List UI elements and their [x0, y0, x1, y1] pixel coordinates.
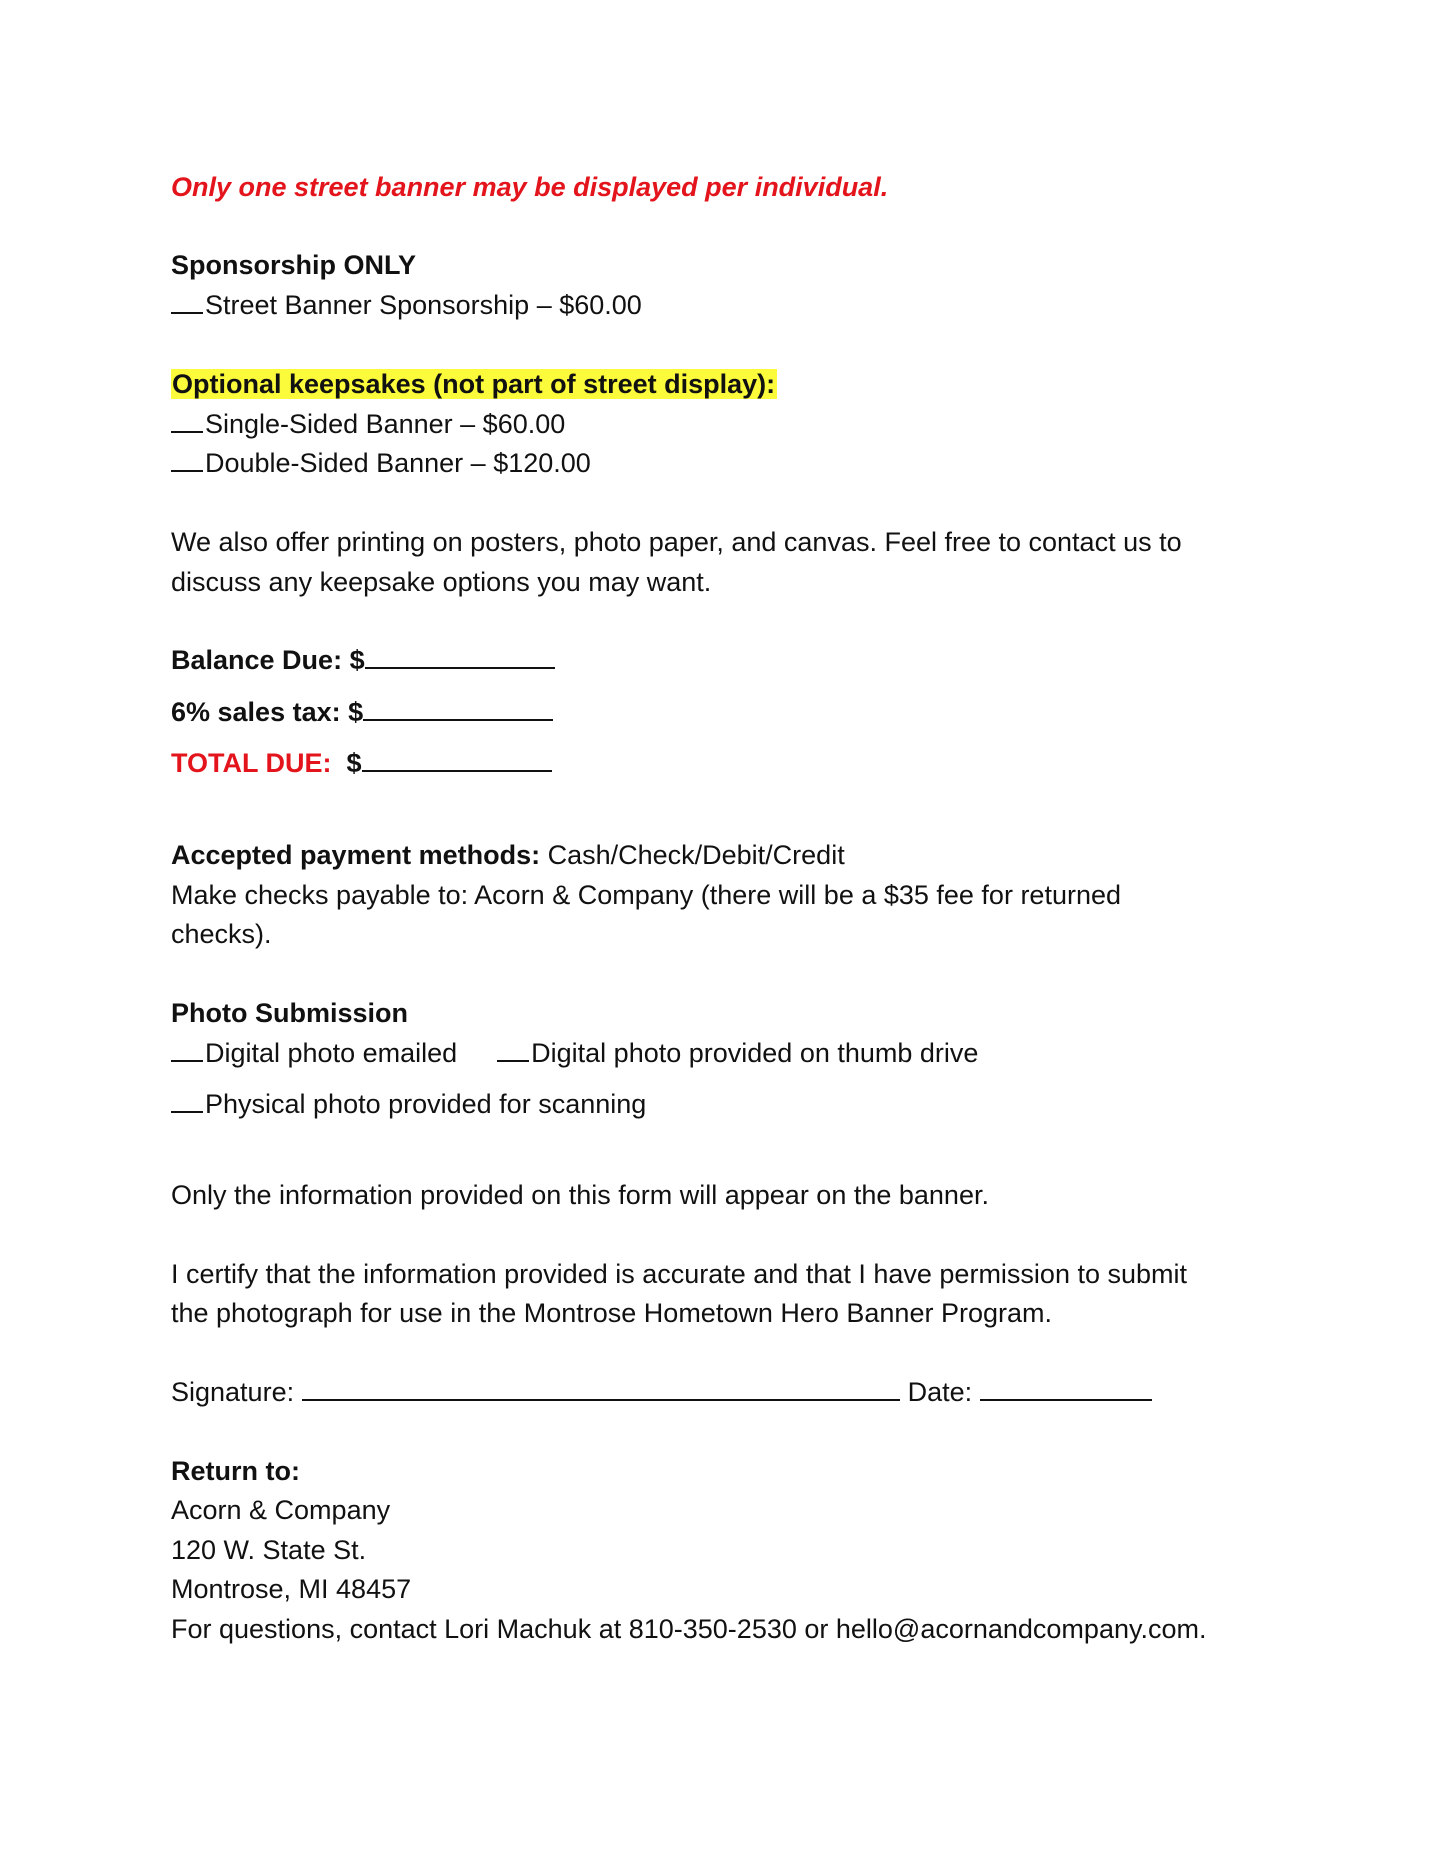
- return-name: Acorn & Company: [171, 1495, 391, 1525]
- checkbox-blank[interactable]: [171, 1036, 203, 1062]
- sales-tax-field[interactable]: [363, 695, 553, 721]
- payment-methods-label: Accepted payment methods:: [171, 840, 541, 870]
- photo-option-physical[interactable]: [171, 1084, 646, 1124]
- option-label: Physical photo provided for scanning: [205, 1089, 647, 1119]
- total-due-label: TOTAL DUE:: [171, 748, 332, 778]
- option-label: Double-Sided Banner – $120.00: [205, 448, 591, 478]
- date-field[interactable]: [980, 1375, 1152, 1401]
- return-street: 120 W. State St.: [171, 1535, 367, 1565]
- option-label: Single-Sided Banner – $60.00: [205, 409, 566, 439]
- photo-option-emailed[interactable]: [171, 1038, 457, 1068]
- certify-line2: the photograph for use in the Montrose Hometown Hero Banner Program.: [171, 1298, 1052, 1328]
- photo-submission-heading: Photo Submission: [171, 998, 409, 1028]
- signature-label: Signature:: [171, 1377, 295, 1407]
- sales-tax-row: [171, 692, 553, 732]
- date-label: Date:: [907, 1377, 973, 1407]
- contact-info: For questions, contact Lori Machuk at 810-350-2530 or hello@acornandcompany.com.: [171, 1614, 1207, 1644]
- checkbox-blank[interactable]: [171, 1087, 203, 1113]
- keepsake-option-single[interactable]: [171, 404, 565, 444]
- balance-due-field[interactable]: [365, 643, 555, 669]
- highlighted-heading: Optional keepsakes (not part of street display):: [172, 369, 776, 399]
- sales-tax-label: 6% sales tax:: [171, 697, 341, 727]
- sponsorship-heading: Sponsorship ONLY: [171, 250, 417, 280]
- currency-symbol: $: [346, 748, 362, 778]
- return-city: Montrose, MI 48457: [171, 1574, 412, 1604]
- total-due-row: [171, 743, 552, 783]
- printing-note-line2: discuss any keepsake options you may want.: [171, 567, 712, 597]
- certify-line1: I certify that the information provided is accurate and that I have permission to submit: [171, 1259, 1188, 1289]
- currency-symbol: $: [348, 697, 364, 727]
- checkbox-blank[interactable]: [497, 1036, 529, 1062]
- checkbox-blank[interactable]: [171, 288, 203, 314]
- checks-line1: Make checks payable to: Acorn & Company (there will be a $35 fee for returned: [171, 880, 1122, 910]
- keepsake-option-double[interactable]: [171, 443, 591, 483]
- info-note: Only the information provided on this form will appear on the banner.: [171, 1180, 989, 1210]
- payment-methods-value: Cash/Check/Debit/Credit: [540, 840, 845, 870]
- printing-note-line1: We also offer printing on posters, photo paper, and canvas. Feel free to contact us to: [171, 527, 1182, 557]
- balance-due-label: Balance Due:: [171, 645, 343, 675]
- total-due-field[interactable]: [362, 746, 552, 772]
- currency-symbol: $: [349, 645, 365, 675]
- option-label: Street Banner Sponsorship – $60.00: [205, 290, 642, 320]
- photo-options-row: [171, 1033, 978, 1073]
- return-to-heading: Return to:: [171, 1456, 300, 1486]
- checks-line2: checks).: [171, 919, 272, 949]
- sponsorship-option[interactable]: [171, 285, 642, 325]
- option-label: Digital photo emailed: [205, 1038, 458, 1068]
- checkbox-blank[interactable]: [171, 446, 203, 472]
- photo-option-thumb-drive[interactable]: [497, 1038, 978, 1068]
- option-label: Digital photo provided on thumb drive: [531, 1038, 979, 1068]
- signature-row: [171, 1372, 1152, 1412]
- keepsakes-heading: [171, 364, 777, 404]
- notice-text: Only one street banner may be displayed per individual.: [171, 172, 889, 202]
- signature-field[interactable]: [302, 1375, 900, 1401]
- payment-methods-row: [171, 835, 845, 875]
- checkbox-blank[interactable]: [171, 407, 203, 433]
- balance-due-row: [171, 640, 555, 680]
